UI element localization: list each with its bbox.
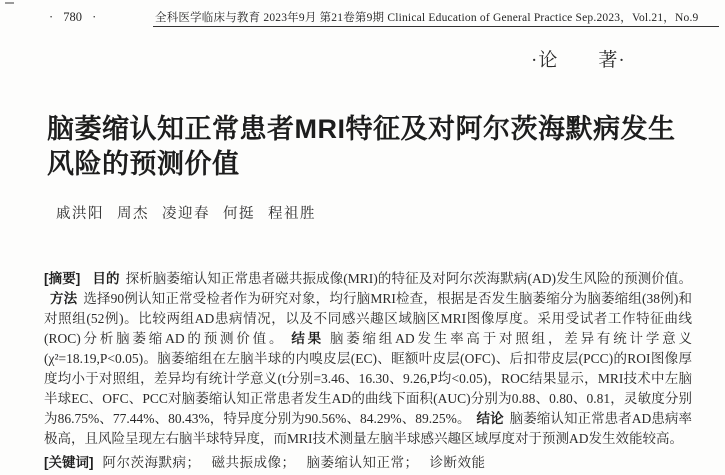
abstract-paragraph: [44, 269, 692, 449]
article-title: [47, 112, 697, 182]
abstract-label: 结果: [291, 331, 324, 346]
abstract-label: [摘要]: [44, 271, 81, 286]
article-title-line-1: 脑萎缩认知正常患者MRI特征及对阿尔茨海默病发生: [47, 114, 676, 145]
abstract-label: 方法: [50, 291, 78, 306]
page-number: · 780 ·: [49, 10, 97, 24]
scan-artifact-mark: [5, 2, 14, 4]
author-name: 凌迎春: [162, 206, 210, 222]
journal-header: 全科医学临床与教育 2023年9月 第21卷第9期 Clinical Education of General Practice Sep.2023，Vol.21，No.9: [155, 12, 699, 24]
header-rule: [153, 26, 719, 27]
keyword-item: 脑萎缩认知正常；: [306, 455, 419, 470]
authors-line: [56, 202, 329, 223]
author-name: 周杰: [117, 206, 149, 222]
article-title-line-2: 风险的预测价值: [47, 149, 240, 180]
keyword-item: 阿尔茨海默病；: [102, 455, 201, 470]
author-name: 程祖胜: [268, 206, 316, 222]
abstract-label: 目的: [92, 271, 120, 286]
keywords-items: [103, 455, 497, 470]
author-name: 戚洪阳: [56, 206, 104, 222]
keywords-line: [44, 451, 497, 471]
abstract-text: 探析脑萎缩认知正常患者磁共振成像(MRI)的特征及对阿尔茨海默病(AD)发生风险的预测价值。: [125, 271, 693, 286]
abstract-text: 脑萎缩认知正常患者AD患病率极高，且风险呈现左右脑半球特异度，而MRI技术测量左脑半球感兴趣区域厚度对于预测AD发生效能较高。: [44, 411, 692, 446]
abstract-label: 结论: [476, 411, 504, 426]
keyword-item: 诊断效能: [429, 455, 486, 470]
keywords-label: [关键词]: [44, 455, 94, 470]
section-label: ·论 著·: [531, 50, 626, 71]
keyword-item: 磁共振成像；: [211, 455, 296, 470]
abstract-text: 脑萎缩组AD发生率高于对照组，差异有统计学意义(χ²=18.19,P<0.05)。脑萎缩组在左脑半球的内嗅皮层(EC)、眶额叶皮层(OFC)、后扣带皮层(PCC)的ROI图像厚度均小于对照组，差异均有统计学意义(t分别=3.46、16.30、9.26,P均<0.05)，ROC结果显示，MRI技术中左脑半球EC、OFC、PCC对脑萎缩认知正常患者发生AD的曲线下面积(AUC)分别为0.88、0.80、0.81，灵敏度分别为86.75%、77.44%、80.43%，特异度分别为90.56%、84.29%、89.25%。: [44, 331, 692, 426]
author-name: 何挺: [223, 206, 255, 222]
abstract-text: 选择90例认知正常受检者作为研究对象，均行脑MRI检查，根据是否发生脑萎缩分为脑萎缩组(38例)和对照组(52例)。比较两组AD患病情况，以及不同感兴趣区域脑区MRI图像厚度。采用受试者工作特征曲线(ROC)分析脑萎缩AD的预测价值。: [44, 291, 693, 346]
